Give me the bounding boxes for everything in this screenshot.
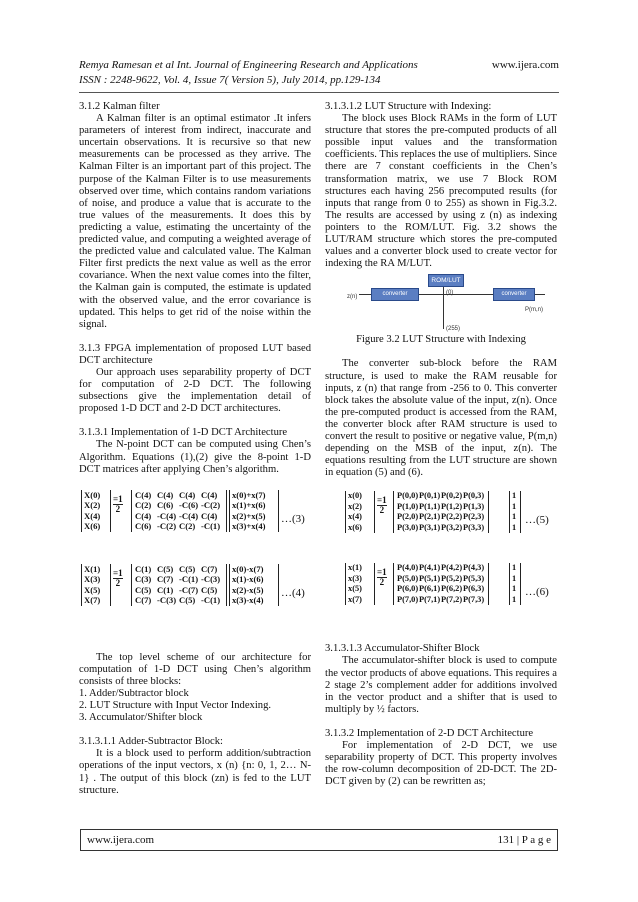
output-label: P(m,n) xyxy=(525,307,543,314)
address-top-label: (0) xyxy=(446,290,454,297)
eq3-number: …(3) xyxy=(281,512,305,525)
equation-4 xyxy=(79,562,311,630)
eq3-rhs-vector: x(0)+x(7) x(1)+x(6) x(2)+x(5) x(3)+x(4) xyxy=(229,490,279,532)
eq6-coefficient: =1 2 xyxy=(377,567,387,588)
eq5-ones-vector: 1 1 1 1 xyxy=(509,491,521,533)
list-item: 2. LUT Structure with Input Vector Indexing. xyxy=(79,700,272,712)
eq4-lhs-vector: X(1) X(3) X(5) X(7) xyxy=(81,564,111,606)
header-url[interactable]: www.ijera.com xyxy=(491,59,559,71)
accumulator-paragraph: The accumulator-shifter block is used to compute the vector products of above equations. This requires a 2 stage 2’s complement adder for additions involved in the vector product and a shifter that is used to multiply by ½ factors. xyxy=(325,655,557,715)
dct2d-paragraph: For implementation of 2-D DCT, we use separability property of DCT. This property involves the row-column decomposition of 2D-DCT. The 2D-DCT given by (2) can be rewritten as; xyxy=(325,740,557,788)
equation-3 xyxy=(79,488,311,556)
right-column xyxy=(325,101,557,788)
figure-caption: Figure 3.2 LUT Structure with Indexing xyxy=(356,334,526,346)
left-column xyxy=(79,101,311,797)
eq6-ones-vector: 1 1 1 1 xyxy=(509,563,521,605)
eq4-rhs-vector: x(0)-x(7) x(1)-x(6) x(2)-x(5) x(3)-x(4) xyxy=(229,564,279,606)
top-level-paragraph: The top level scheme of our architecture for computation of 1-D DCT using Chen’s algorithm consists of three blocks: xyxy=(79,651,311,687)
fpga-paragraph: Our approach uses separability property of DCT for computation of 2-D DCT. The following subsections give the implementation detail of proposed 1-D DCT and 2-D DCT architectures. xyxy=(79,366,311,415)
section-3-1-2-title: 3.1.2 Kalman filter xyxy=(79,101,160,112)
adder-paragraph: It is a block used to perform addition/subtraction operations of the input vectors, x (n) {n: 0, 1, 2… N-1} . The output of this block (zn) is fed to the LUT structure. xyxy=(79,748,311,796)
footer-url[interactable]: www.ijera.com xyxy=(87,834,155,846)
rom-address-bus xyxy=(443,287,444,329)
issn-line: ISSN : 2248-9622, Vol. 4, Issue 7( Version 5), July 2014, pp.129-134 xyxy=(79,74,381,86)
eq5-matrix: P(0,0)P(0,1)P(0,2)P(0,3) P(1,0)P(1,1)P(1,2)P(1,3) P(2,0)P(2,1)P(2,2)P(2,3) P(3,0)P(3,1)P(3,2)P(3,3) xyxy=(393,491,489,533)
eq4-number: …(4) xyxy=(281,586,305,599)
page-header xyxy=(79,58,559,88)
eq5-coefficient: =1 2 xyxy=(377,495,387,516)
section-3-1-3-title: 3.1.3 FPGA implementation of proposed LUT based DCT architecture xyxy=(79,342,311,366)
page-number: 131 | P a g e xyxy=(497,834,551,846)
section-3-1-3-1-3-title: 3.1.3.1.3 Accumulator-Shifter Block xyxy=(325,643,480,655)
section-3-1-3-1-2-title: 3.1.3.1.2 LUT Structure with Indexing: xyxy=(325,101,492,112)
eq3-matrix: C(4) C(4) C(4) C(4) C(2) C(6) -C(6) -C(2) C(4) -C(4) -C(4) C(4) C(6) -C(2) C(2) -C(1) xyxy=(131,490,227,532)
lut-figure xyxy=(325,274,557,334)
input-label: z(n) xyxy=(347,294,358,301)
eq6-matrix: P(4,0)P(4,1)P(4,2)P(4,3) P(5,0)P(5,1)P(5,2)P(5,3) P(6,0)P(6,1)P(6,2)P(6,3) P(7,0)P(7,1)P(7,2)P(7,3) xyxy=(393,563,489,605)
chen-paragraph: The N-point DCT can be computed using Chen’s Algorithm. Equations (1),(2) give the 8-point 1-D DCT matrices after applying Chen’s algorithm. xyxy=(79,439,311,475)
converter-block-input: converter xyxy=(371,288,419,301)
journal-citation: Remya Ramesan et al Int. Journal of Engineering Research and Applications xyxy=(79,59,418,71)
rom-lut-block: ROM/LUT xyxy=(428,274,464,287)
eq4-matrix: C(1) C(5) C(5) C(7) C(3) C(7) -C(1) -C(3) C(5) C(1) -C(7) C(5) C(7) -C(3) C(5) -C(1) xyxy=(131,564,227,606)
section-3-1-3-1-title: 3.1.3.1 Implementation of 1-D DCT Architecture xyxy=(79,427,288,439)
eq6-number: …(6) xyxy=(525,586,549,599)
eq3-lhs-vector: X(0) X(2) X(4) X(6) xyxy=(81,490,111,532)
converter-block-output: converter xyxy=(493,288,535,301)
list-item: 3. Accumulator/Shifter block xyxy=(79,712,203,724)
header-divider xyxy=(79,92,559,93)
page-footer xyxy=(80,829,558,851)
section-3-1-3-2-title: 3.1.3.2 Implementation of 2-D DCT Architecture xyxy=(325,727,534,739)
address-bottom-label: (255) xyxy=(446,326,461,333)
section-3-1-3-1-1-title: 3.1.3.1.1 Adder-Subtractor Block: xyxy=(79,736,223,748)
equation-5 xyxy=(325,489,557,557)
kalman-paragraph: A Kalman filter is an optimal estimator .It infers parameters of interest from indirect, inaccurate and uncertain observations. It is recursive so that new measurements can be processed as they arrive. The Kalman Filter is an important part of this project. The purpose of the Kalman Filter is to use measurements observed over time, which contains random variations of noise, and produce a value that is accurate to the true values of the measurements. It does this by predicting a value, estimating the uncertainty of the predicted value, and computing a weighted average of the predicted value and calculated value. The Kalman Filter first predicts the next value as well as the error covariance. When the next value comes into the filter, the Kalman gain is computed, the estimate is updated with the observed value, and the error covariance is updated. This helps to get rid of the noise within the signal. xyxy=(79,113,311,330)
eq5-number: …(5) xyxy=(525,514,549,527)
list-item: 1. Adder/Subtractor block xyxy=(79,688,189,699)
eq3-coefficient: =1 2 xyxy=(113,493,123,514)
lut-paragraph: The block uses Block RAMs in the form of LUT structure that stores the pre-computed products of all possible input values and the transformation coefficients. This replaces the use of multipliers. Since there are 7 constant coefficients in the Chen’s transformation matrix, we use 7 Block ROM structures each having 256 precomputed results (for inputs that range from 0 to 255) as shown in Fig.3.2. The results are accessed by using z (n) as indexing pointers to the ROM/LUT. Fig. 3.2 shows the LUT/RAM structure which stores the pre-computed values and a converter block used to create vector for indexing the RA M/LUT. xyxy=(325,113,557,270)
eq5-lhs-vector: x(0) x(2) x(4) x(6) xyxy=(345,491,375,533)
eq6-lhs-vector: x(1) x(3) x(5) x(7) xyxy=(345,563,375,605)
eq4-coefficient: =1 2 xyxy=(113,567,123,588)
equation-6 xyxy=(325,561,557,629)
converter-paragraph: The converter sub-block before the RAM structure, is used to make the RAM reusable for inputs, z (n) that range from -256 to 0. This converter block takes the absolute value of the input, z(n). Once the pre-computed product is accessed from the RAM, the converter block after RAM structure is used to convert the result to positive or negative value, P(m,n) depending on the MSB of the input, z(n). The equations resulting from the LUT structure are shown in equation (5) and (6). xyxy=(325,358,557,479)
